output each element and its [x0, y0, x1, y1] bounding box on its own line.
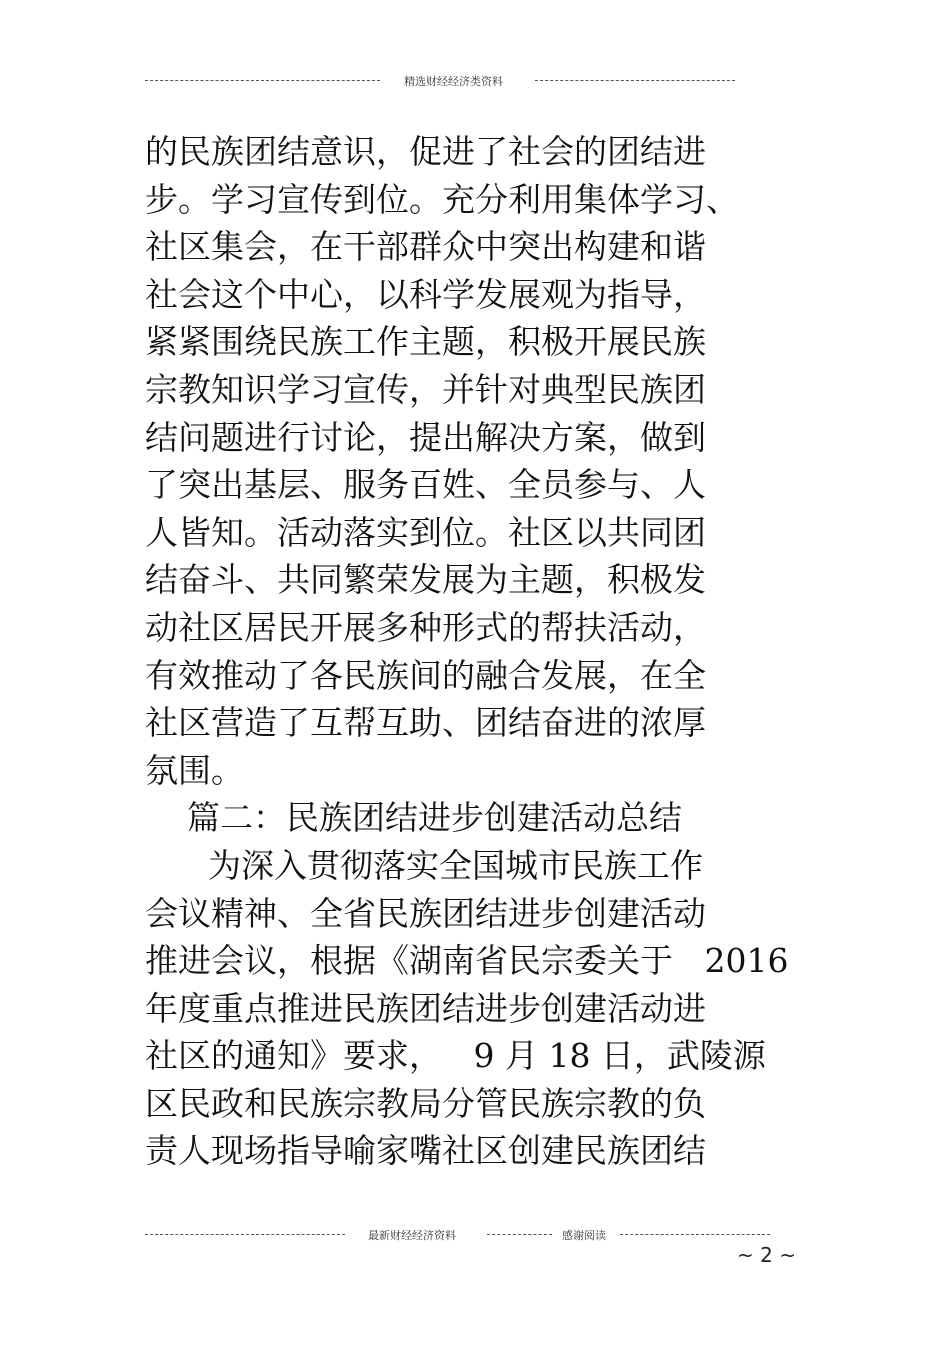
text-line: 的民族团结意识，促进了社会的团结进 [145, 132, 706, 171]
text-line: 区民政和民族宗教局分管民族宗教的负 [145, 1083, 706, 1123]
text-line: 步。学习宣传到位。充分利用集体学习、 [145, 179, 739, 219]
text-line: 紧紧围绕民族工作主题，积极开展民族 [145, 322, 706, 362]
text-line: 责人现场指导喻家嘴社区创建民族团结 [145, 1131, 706, 1171]
text-line: 为深入贯彻落实全国城市民族工作 [145, 845, 703, 885]
header-rule-right [535, 80, 735, 81]
page-number: ~ 2 ~ [737, 1243, 796, 1267]
text-line: 推进会议，根据《湖南省民宗委关于 2016 [145, 941, 789, 981]
text-line: 社区集会，在干部群众中突出构建和谐 [145, 227, 706, 267]
header-title: 精选财经经济类资料 [404, 75, 503, 88]
text-line: 了突出基层、服务百姓、全员参与、人 [145, 465, 706, 505]
text-line: 会议精神、全省民族团结进步创建活动 [145, 893, 706, 933]
footer-rule-right [620, 1234, 770, 1235]
text-line: 氛围。 [145, 750, 244, 790]
text-line: 宗教知识学习宣传，并针对典型民族团 [145, 369, 706, 409]
section-heading: 篇二：民族团结进步创建活动总结 [145, 798, 682, 838]
footer-rule-middle [487, 1234, 552, 1235]
header-rule-left [145, 80, 380, 81]
text-line: 社区的通知》要求， 9 月 18 日，武陵源 [145, 1036, 766, 1076]
footer-left-text: 最新财经经济资料 [368, 1229, 456, 1242]
text-line: 社会这个中心，以科学发展观为指导， [145, 274, 706, 314]
text-line: 人皆知。活动落实到位。社区以共同团 [145, 512, 706, 552]
text-line: 社区营造了互帮互助、团结奋进的浓厚 [145, 703, 706, 743]
text-line: 结奋斗、共同繁荣发展为主题，积极发 [145, 560, 706, 600]
footer-rule-left [145, 1234, 345, 1235]
text-line: 有效推动了各民族间的融合发展，在全 [145, 655, 706, 695]
document-body [145, 128, 825, 1175]
text-line: 结问题进行讨论，提出解决方案，做到 [145, 417, 706, 457]
footer-right-text: 感谢阅读 [562, 1229, 606, 1242]
text-line: 年度重点推进民族团结进步创建活动进 [145, 988, 706, 1028]
text-line: 动社区居民开展多种形式的帮扶活动， [145, 607, 706, 647]
